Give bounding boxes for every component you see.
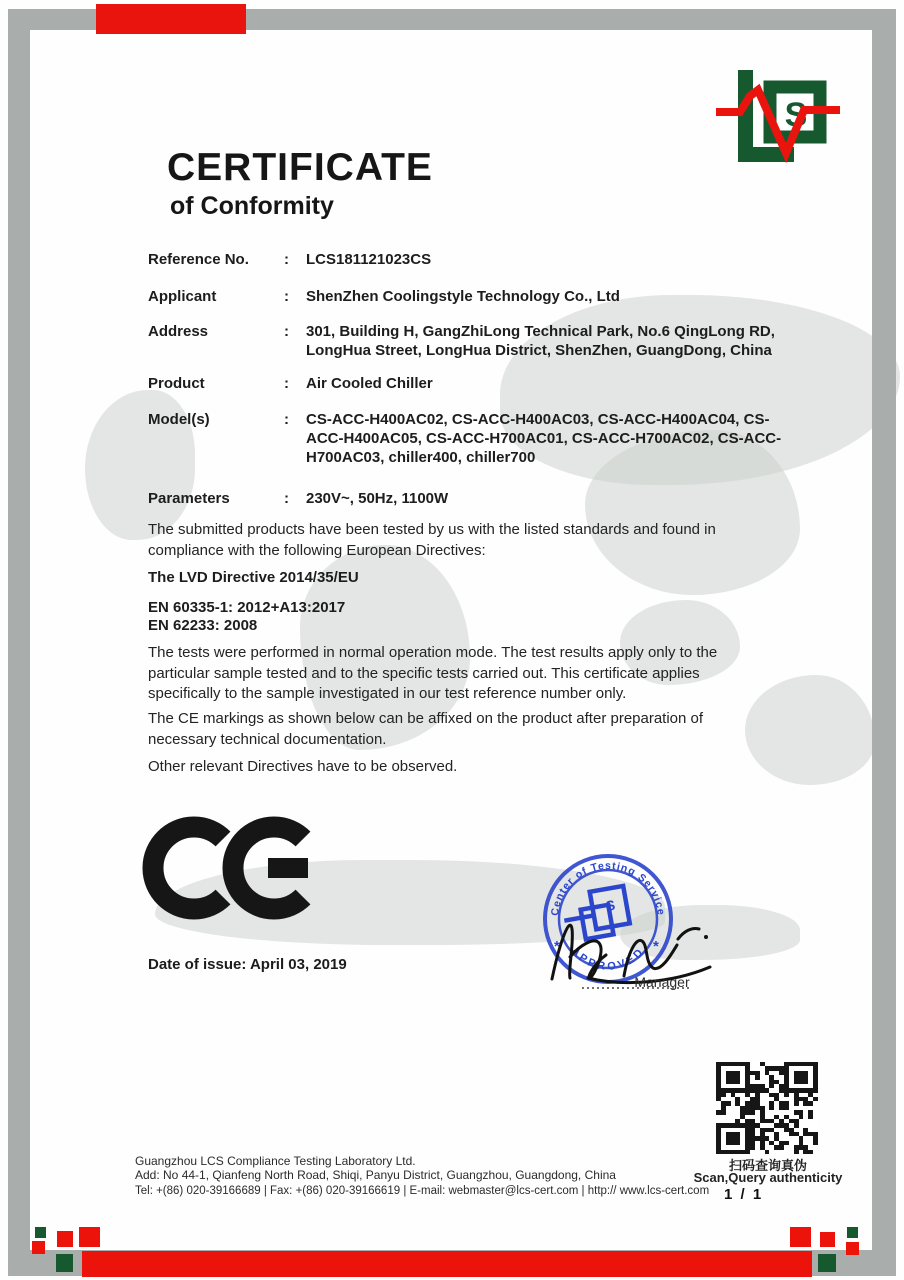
qr-caption-en: Scan,Query authenticity <box>693 1170 843 1185</box>
stamp-asterisk-left: * <box>554 938 560 955</box>
qr-caption-cn: 扫码查询真伪 <box>728 1158 807 1173</box>
scan-frame-right <box>872 9 896 1275</box>
field-value: LCS181121023CS <box>306 251 432 268</box>
bottom-red-bar <box>82 1251 812 1277</box>
field-colon: : <box>284 251 289 268</box>
ce-mark <box>142 812 312 924</box>
field-label: Applicant <box>148 288 217 305</box>
field-parameters <box>148 489 788 508</box>
lcs-logo <box>702 58 868 173</box>
footer-address: Add: No 44-1, Qianfeng North Road, Shiqi, Panyu District, Guangzhou, Guangdong, China <box>135 1168 616 1182</box>
top-red-accent <box>96 4 246 34</box>
field-colon: : <box>284 411 289 428</box>
field-label: Parameters <box>148 490 230 507</box>
qr-code <box>716 1062 818 1154</box>
footer-contacts: Tel: +(86) 020-39166689 | Fax: +(86) 020-39166619 | E-mail: webmaster@lcs-cert.com | http:// www.lcs-cert.com <box>135 1185 710 1197</box>
svg-text:APPROVED <box>569 945 648 973</box>
stamp-asterisk-right: * <box>653 938 659 955</box>
field-models <box>148 410 788 467</box>
field-value: Air Cooled Chiller <box>306 375 433 392</box>
date-of-issue: Date of issue: April 03, 2019 <box>148 956 347 973</box>
svg-text:S: S <box>604 896 617 915</box>
tests-paragraph: The tests were performed in normal operation mode. The test results apply only to the particular sample tested and to the specific tests carried out. This certificate applies specifically to the sample investigated in our test reference number only. <box>148 644 718 702</box>
scan-frame-left <box>8 9 30 1275</box>
field-value: 230V~, 50Hz, 1100W <box>306 490 449 507</box>
field-value: ShenZhen Coolingstyle Technology Co., Ltd <box>306 288 620 305</box>
lcs-logo-letter: S <box>784 96 808 134</box>
field-colon: : <box>284 288 289 305</box>
field-reference-no <box>148 250 788 269</box>
field-label: Model(s) <box>148 411 210 428</box>
field-applicant <box>148 287 788 306</box>
other-directives-paragraph: Other relevant Directives have to be observed. <box>148 758 458 775</box>
signer-title: Manager <box>634 974 690 990</box>
stamp-arc-top-text: Center of Testing Service <box>548 859 667 917</box>
field-label: Reference No. <box>148 251 249 268</box>
field-colon: : <box>284 490 289 507</box>
standard-en62233: EN 62233: 2008 <box>148 617 258 634</box>
field-label: Product <box>148 375 205 392</box>
stamp-arc-bottom-text: APPROVED <box>568 944 648 974</box>
field-colon: : <box>284 375 289 392</box>
intro-paragraph: The submitted products have been tested by us with the listed standards and found in compliance with the following European Directives: <box>148 521 716 559</box>
field-product <box>148 374 788 393</box>
certificate-subtitle: of Conformity <box>170 192 334 220</box>
page-indicator: 1 / 1 <box>724 1186 764 1203</box>
stamp-center-emblem <box>560 886 631 942</box>
field-value: CS-ACC-H400AC02, CS-ACC-H400AC03, CS-ACC-H400AC04, CS-ACC-H400AC05, CS-ACC-H700AC01, CS-ACC-H700AC02, CS-ACC-H700AC03, chiller400, chiller700 <box>306 411 782 466</box>
field-colon: : <box>284 323 289 340</box>
field-address <box>148 322 788 360</box>
standard-en60335: EN 60335-1: 2012+A13:2017 <box>148 599 346 616</box>
certificate-title: CERTIFICATE <box>167 146 433 189</box>
field-label: Address <box>148 323 209 340</box>
ce-markings-paragraph: The CE markings as shown below can be affixed on the product after preparation of necessary technical documentation. <box>148 710 704 748</box>
lvd-directive-line: The LVD Directive 2014/35/EU <box>148 569 359 586</box>
footer-company: Guangzhou LCS Compliance Testing Laboratory Ltd. <box>135 1154 416 1168</box>
field-value: 301, Building H, GangZhiLong Technical Park, No.6 QingLong RD, LongHua Street, LongHua District, ShenZhen, GuangDong, China <box>306 323 775 359</box>
